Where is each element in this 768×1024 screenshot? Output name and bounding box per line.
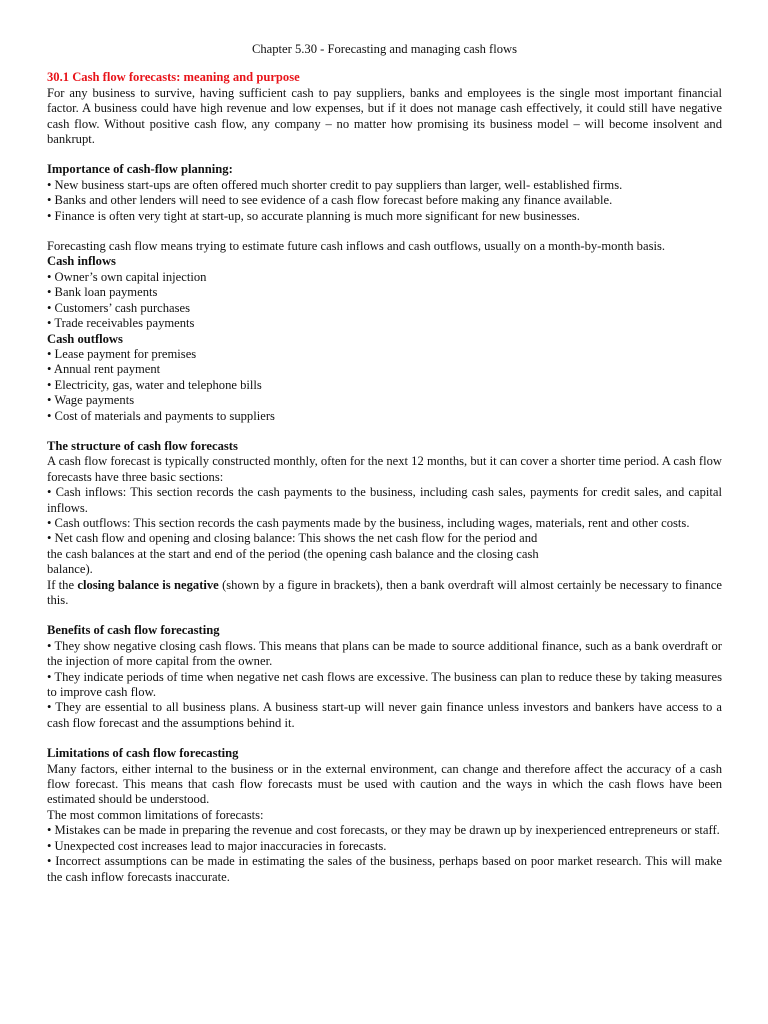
intro-paragraph: For any business to survive, having sufficient cash to pay suppliers, banks and employees is the single most important financial factor. A business could have high revenue and low expenses, but if it does not manage cash effectively, it could still have negative cash flow. Without positive cash flow, any company – no matter how promising its business model – will become insolvent and bankrupt. [47,85,722,147]
list-item: • Lease payment for premises [47,346,197,361]
list-item: • Owner’s own capital injection [47,269,207,284]
structure-item-line: balance). [47,562,93,577]
closing-text-post: (shown by a figure in brackets), then a bank overdraft will almost certainly be necessary to finance this. [47,577,722,607]
list-item: • Trade receivables payments [47,316,195,331]
list-item: • Electricity, gas, water and telephone bills [47,377,262,392]
closing-balance-paragraph [47,578,722,609]
limitations-intro-paragraph: Many factors, either internal to the business or in the external environment, can change and therefore affect the accuracy of a cash flow forecast. This means that cash flow forecasts must be used with caution and the ways in which the cash flows have been estimated should be understood. [47,761,722,807]
benefits-heading: Benefits of cash flow forecasting [47,623,220,638]
closing-text-pre: If the [47,577,78,592]
list-item: • They indicate periods of time when negative net cash flows are excessive. The business can plan to reduce these by taking measures to improve cash flow. [47,669,722,700]
structure-intro-paragraph: A cash flow forecast is typically constructed monthly, often for the next 12 months, but it can cover a shorter time period. A cash flow forecasts have three basic sections: [47,454,722,484]
forecasting-intro-paragraph: Forecasting cash flow means trying to estimate future cash inflows and cash outflows, usually on a month-by-month basis. [47,239,666,254]
limitations-common-label: The most common limitations of forecasts: [47,807,264,822]
benefits-list [47,639,722,731]
cash-inflows-heading: Cash inflows [47,254,116,269]
importance-list [47,178,722,224]
structure-item-inflows: • Cash inflows: This section records the cash payments to the business, including cash sales, payments for credit sales, and capital inflows. [47,485,722,515]
list-item: • Customers’ cash purchases [47,300,191,315]
cash-outflows-heading: Cash outflows [47,331,123,346]
structure-item-line: • Net cash flow and opening and closing balance: This shows the net cash flow for the period and [47,531,538,546]
list-item: • Finance is often very tight at start-up, so accurate planning is much more significant for new businesses. [47,208,580,223]
limitations-list [47,823,722,885]
list-item: • Banks and other lenders will need to see evidence of a cash flow forecast before making any finance available. [47,193,613,208]
chapter-title: Chapter 5.30 - Forecasting and managing cash flows [251,42,518,56]
list-item: • New business start-ups are often offered much shorter credit to pay suppliers than larger, well- established firms. [47,177,623,192]
list-item: • Cost of materials and payments to suppliers [47,408,275,423]
limitations-heading: Limitations of cash flow forecasting [47,746,239,761]
structure-item-outflows: • Cash outflows: This section records the cash payments made by the business, including wages, materials, rent and other costs. [47,515,690,530]
structure-item-line: the cash balances at the start and end of the period (the opening cash balance and the closing cash [47,546,539,561]
list-item: • Mistakes can be made in preparing the revenue and cost forecasts, or they may be drawn up by inexperienced entrepreneurs or staff. [47,823,720,838]
closing-text-bold: closing balance is negative [77,577,219,592]
list-item: • Bank loan payments [47,285,158,300]
importance-heading: Importance of cash-flow planning: [47,162,233,177]
list-item: • Unexpected cost increases lead to major inaccuracies in forecasts. [47,838,387,853]
cash-inflows-list [47,270,722,332]
structure-heading: The structure of cash flow forecasts [47,438,238,453]
list-item: • Wage payments [47,393,135,408]
section-heading-cash-flow-forecasts: 30.1 Cash flow forecasts: meaning and purpose [47,70,300,85]
list-item: • Annual rent payment [47,362,161,377]
structure-item-net-cash-flow [47,531,722,577]
list-item: • They are essential to all business plans. A business start-up will never gain finance unless investors and bankers have access to a cash flow forecast and the assumptions behind it. [47,700,722,730]
list-item: • They show negative closing cash flows. This means that plans can be made to source additional finance, such as a bank overdraft or the injection of more capital from the owner. [47,638,722,669]
cash-outflows-list [47,347,722,424]
list-item: • Incorrect assumptions can be made in estimating the sales of the business, perhaps based on poor market research. This will make the cash inflow forecasts inaccurate. [47,854,722,884]
